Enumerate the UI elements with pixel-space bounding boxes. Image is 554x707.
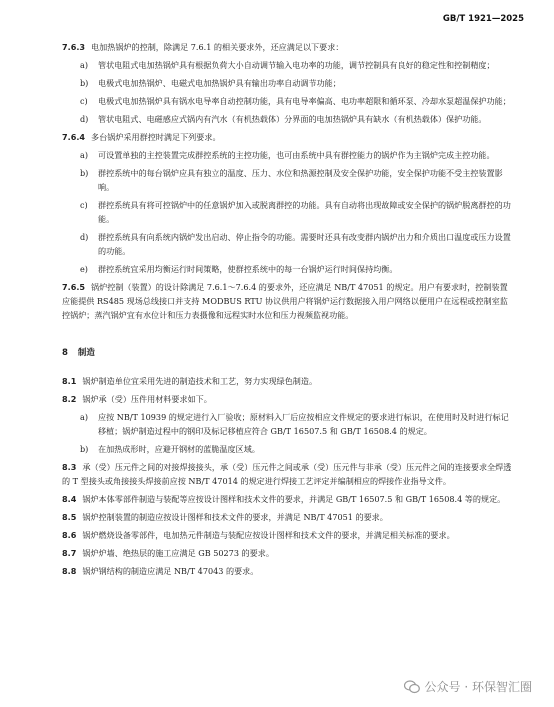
- list-item: [62, 76, 514, 90]
- clause-text: 锅炉控制（装置）的设计除满足 7.6.1～7.6.4 的要求外，还应满足 NB/T 47051 的规定。用户有要求时，控制装置应能提供 RS485 现场总线接口并支持 MODBUS RTU 协议供用户将锅炉运行数据接入用户网络以便用户在远程或控制室监控锅炉；蒸汽锅炉宜有水位计和压力表摄像和远程实时水位和压力视频监视功能。: [62, 282, 508, 320]
- list-item: [62, 230, 514, 258]
- list-item-label: c): [80, 200, 88, 210]
- list-item-text: 应按 NB/T 10939 的规定进行入厂验收；原材料入厂后应按相应文件规定的要求进行标识，在使用时及时进行标记移植；锅炉制造过程中的钢印及标记移植应符合 GB/T 16507.5 和 GB/T 16508.4 的规定。: [98, 412, 509, 436]
- clause-text: 锅炉承（受）压件用材料要求如下。: [82, 394, 212, 404]
- clause: [62, 40, 514, 54]
- clause: [62, 130, 514, 144]
- list-item-text: 管状电阻式电加热锅炉具有根据负荷大小自动调节输入电功率的功能，调节控制具有良好的稳定性和控制精度；: [98, 60, 495, 70]
- clause: [62, 374, 514, 388]
- clause: [62, 510, 514, 524]
- list-item: [62, 166, 514, 194]
- list-item: [62, 112, 514, 126]
- list-item: [62, 442, 514, 456]
- list-item: [62, 94, 514, 108]
- clause-number: 7.6.4: [62, 132, 86, 142]
- list-item-text: 群控系统具有向系统内锅炉发出启动、停止指令的功能。需要时还具有改变群内锅炉出力和介质出口温度或压力设置的功能。: [98, 232, 511, 256]
- section-heading: [62, 346, 514, 360]
- list-item: [62, 148, 514, 162]
- list-item-label: e): [80, 264, 88, 274]
- list-item-text: 群控系统宜采用均衡运行时间策略，使群控系统中的每一台锅炉运行时间保持均衡。: [98, 264, 398, 274]
- clause-number: 8.4: [62, 494, 77, 504]
- list-item-text: 管状电阻式、电磁感应式锅内有汽水（有机热载体）分界面的电加热锅炉具有缺水（有机热载体）保护功能。: [98, 114, 487, 124]
- list-item-label: d): [80, 114, 89, 124]
- clause-number: 8.8: [62, 566, 77, 576]
- clause-text: 电加热锅炉的控制，除满足 7.6.1 的相关要求外，还应满足以下要求：: [91, 42, 344, 52]
- clause: [62, 564, 514, 578]
- list-item-label: c): [80, 96, 88, 106]
- list-item: [62, 410, 514, 438]
- list-item-text: 在加热成形时，应避开钢材的蓝脆温度区域。: [98, 444, 260, 454]
- standard-code-header: GB/T 1921—2025: [442, 14, 524, 24]
- wechat-icon: [404, 680, 420, 694]
- list-item-text: 电极式电加热锅炉具有锅水电导率自动控制功能，具有电导率偏高、电功率超限和循环泵、冷却水泵超温保护功能；: [98, 96, 511, 106]
- clause-text: 多台锅炉采用群控时满足下列要求。: [91, 132, 221, 142]
- clause-text: 锅炉燃烧设备零部件，电加热元件制造与装配应按设计图样和技术文件的要求，并满足相关标准的要求。: [82, 530, 455, 540]
- list-item-text: 可设置单独的主控装置完成群控系统的主控功能，也可由系统中具有群控能力的锅炉作为主锅炉完成主控功能。: [98, 150, 495, 160]
- clause-number: 8.1: [62, 376, 77, 386]
- list-item-label: a): [80, 60, 88, 70]
- list-item-text: 群控系统具有将可控锅炉中的任意锅炉加入或脱离群控的功能。具有自动将出现故障或安全保护的锅炉脱离群控的功能。: [98, 200, 511, 224]
- list-item-label: a): [80, 412, 88, 422]
- clause-number: 8.3: [62, 462, 77, 472]
- clause-text: 承（受）压元件之间的对接焊接接头，承（受）压元件之间或承（受）压元件与非承（受）压元件之间的连接要求全焊透的 T 型接头或角接接头焊接前应按 NB/T 47014 的规定进行焊接工艺评定并编制相应的焊接作业指导文件。: [62, 462, 512, 486]
- section-number: 8: [62, 348, 68, 358]
- list-item-label: d): [80, 232, 89, 242]
- watermark: [404, 678, 532, 695]
- clause-text: 锅炉控制装置的制造应按设计图样和技术文件的要求，并满足 NB/T 47051 的要求。: [82, 512, 388, 522]
- list-item-text: 电极式电加热锅炉、电磁式电加热锅炉具有输出功率自动调节功能；: [98, 78, 341, 88]
- list-item-label: a): [80, 150, 88, 160]
- clause-number: 8.5: [62, 512, 77, 522]
- section-title: 制造: [77, 348, 95, 358]
- list-item-label: b): [80, 444, 89, 454]
- clause: [62, 528, 514, 542]
- list-item: [62, 262, 514, 276]
- document-body: [62, 40, 514, 578]
- clause-number: 8.7: [62, 548, 77, 558]
- clause-text: 锅炉本体零部件制造与装配等应按设计图样和技术文件的要求，并满足 GB/T 16507.5 和 GB/T 16508.4 等的规定。: [82, 494, 506, 504]
- watermark-text: 公众号 · 环保智汇圈: [424, 680, 532, 694]
- clause: [62, 392, 514, 406]
- clause: [62, 546, 514, 560]
- clause: [62, 280, 514, 322]
- clause-text: 锅炉制造单位宜采用先进的制造技术和工艺，努力实现绿色制造。: [82, 376, 318, 386]
- clause-number: 8.6: [62, 530, 77, 540]
- list-item-label: b): [80, 78, 89, 88]
- clause: [62, 492, 514, 506]
- clause: [62, 460, 514, 488]
- clause-number: 7.6.3: [62, 42, 86, 52]
- clause-number: 7.6.5: [62, 282, 86, 292]
- list-item: [62, 58, 514, 72]
- clause-text: 锅炉炉墙、绝热层的施工应满足 GB 50273 的要求。: [82, 548, 274, 558]
- list-item: [62, 198, 514, 226]
- list-item-text: 群控系统中的每台锅炉应具有独立的温度、压力、水位和热源控制及安全保护功能，安全保护功能不受主控装置影响。: [98, 168, 503, 192]
- clause-number: 8.2: [62, 394, 77, 404]
- list-item-label: b): [80, 168, 89, 178]
- clause-text: 锅炉钢结构的制造应满足 NB/T 47043 的要求。: [82, 566, 259, 576]
